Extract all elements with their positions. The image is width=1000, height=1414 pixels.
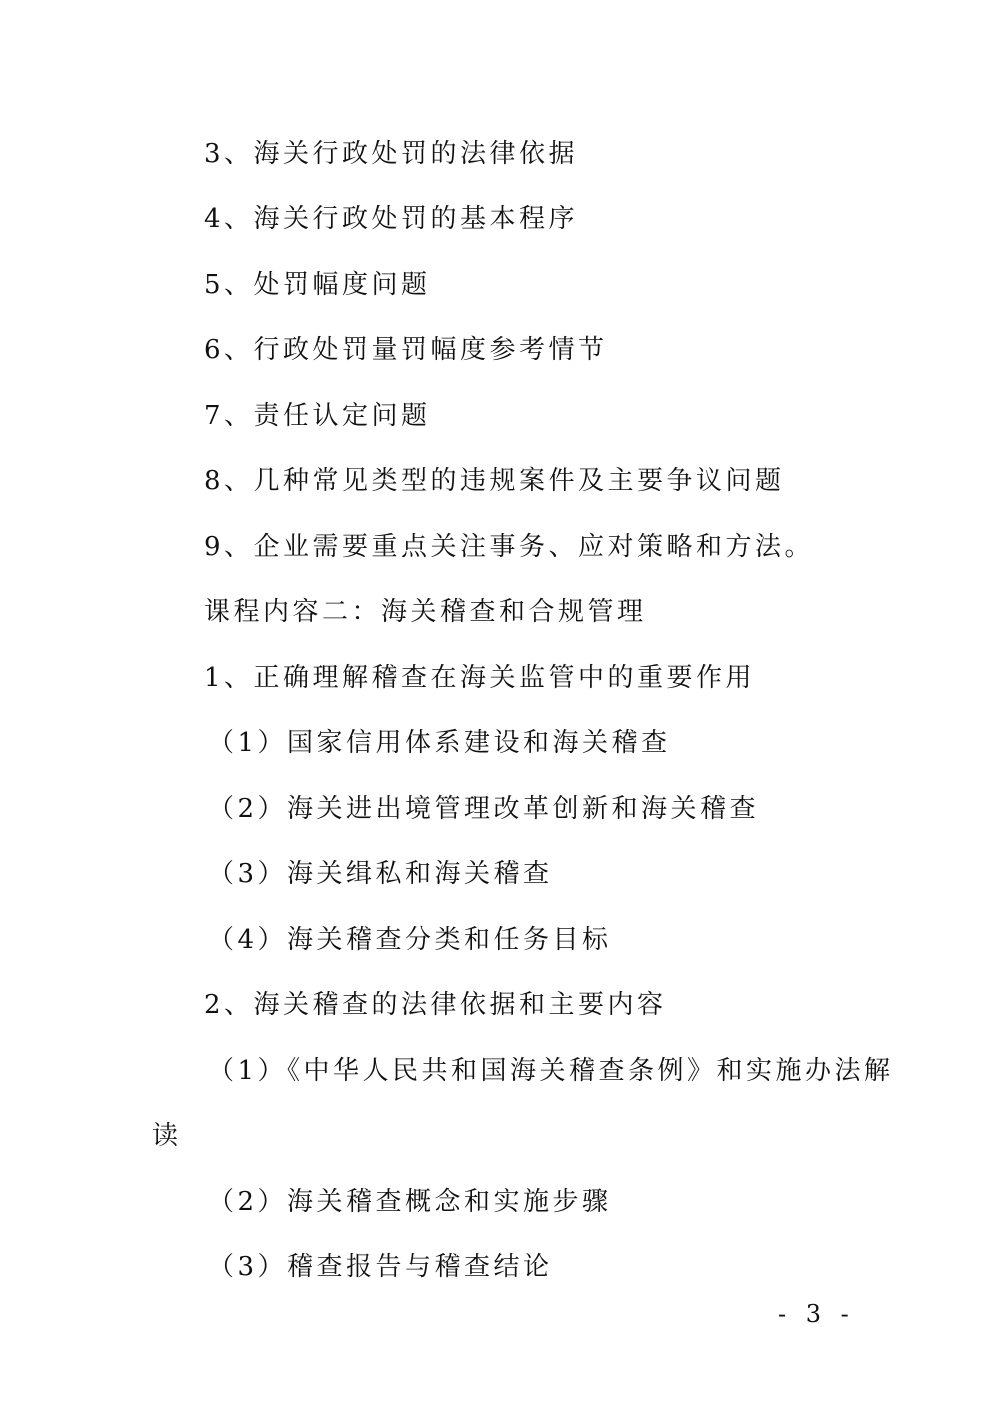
list-item-inspection-role: 1、正确理解稽查在海关监管中的重要作用 xyxy=(204,663,756,693)
list-item-penalty-circumstances: 6、行政处罚量罚幅度参考情节 xyxy=(204,335,608,365)
sub-item-classification: （4）海关稽查分类和任务目标 xyxy=(208,925,612,955)
list-item-violation-cases: 8、几种常见类型的违规案件及主要争议问题 xyxy=(204,466,785,496)
list-item-penalty-procedure: 4、海关行政处罚的基本程序 xyxy=(204,204,579,234)
sub-item-reform: （2）海关进出境管理改革创新和海关稽查 xyxy=(208,794,760,824)
list-item-inspection-legal-basis: 2、海关稽查的法律依据和主要内容 xyxy=(204,990,667,1020)
sub-item-concept-steps: （2）海关稽查概念和实施步骤 xyxy=(208,1187,612,1217)
list-item-liability: 7、责任认定问题 xyxy=(204,401,431,431)
page-number: - 3 - xyxy=(778,1300,855,1328)
sub-item-report-conclusion: （3）稽查报告与稽查结论 xyxy=(208,1252,553,1282)
list-item-penalty-legal-basis: 3、海关行政处罚的法律依据 xyxy=(204,139,579,169)
sub-item-regulation-continued: 读 xyxy=(152,1121,182,1151)
sub-item-anti-smuggling: （3）海关缉私和海关稽查 xyxy=(208,859,553,889)
list-item-penalty-range: 5、处罚幅度问题 xyxy=(204,270,431,300)
sub-item-regulation: （1）《中华人民共和国海关稽查条例》和实施办法解 xyxy=(208,1056,894,1086)
sub-item-credit-system: （1）国家信用体系建设和海关稽查 xyxy=(208,728,671,758)
section-heading-course-two: 课程内容二：海关稽查和合规管理 xyxy=(204,597,647,627)
list-item-enterprise-strategy: 9、企业需要重点关注事务、应对策略和方法。 xyxy=(204,532,815,562)
